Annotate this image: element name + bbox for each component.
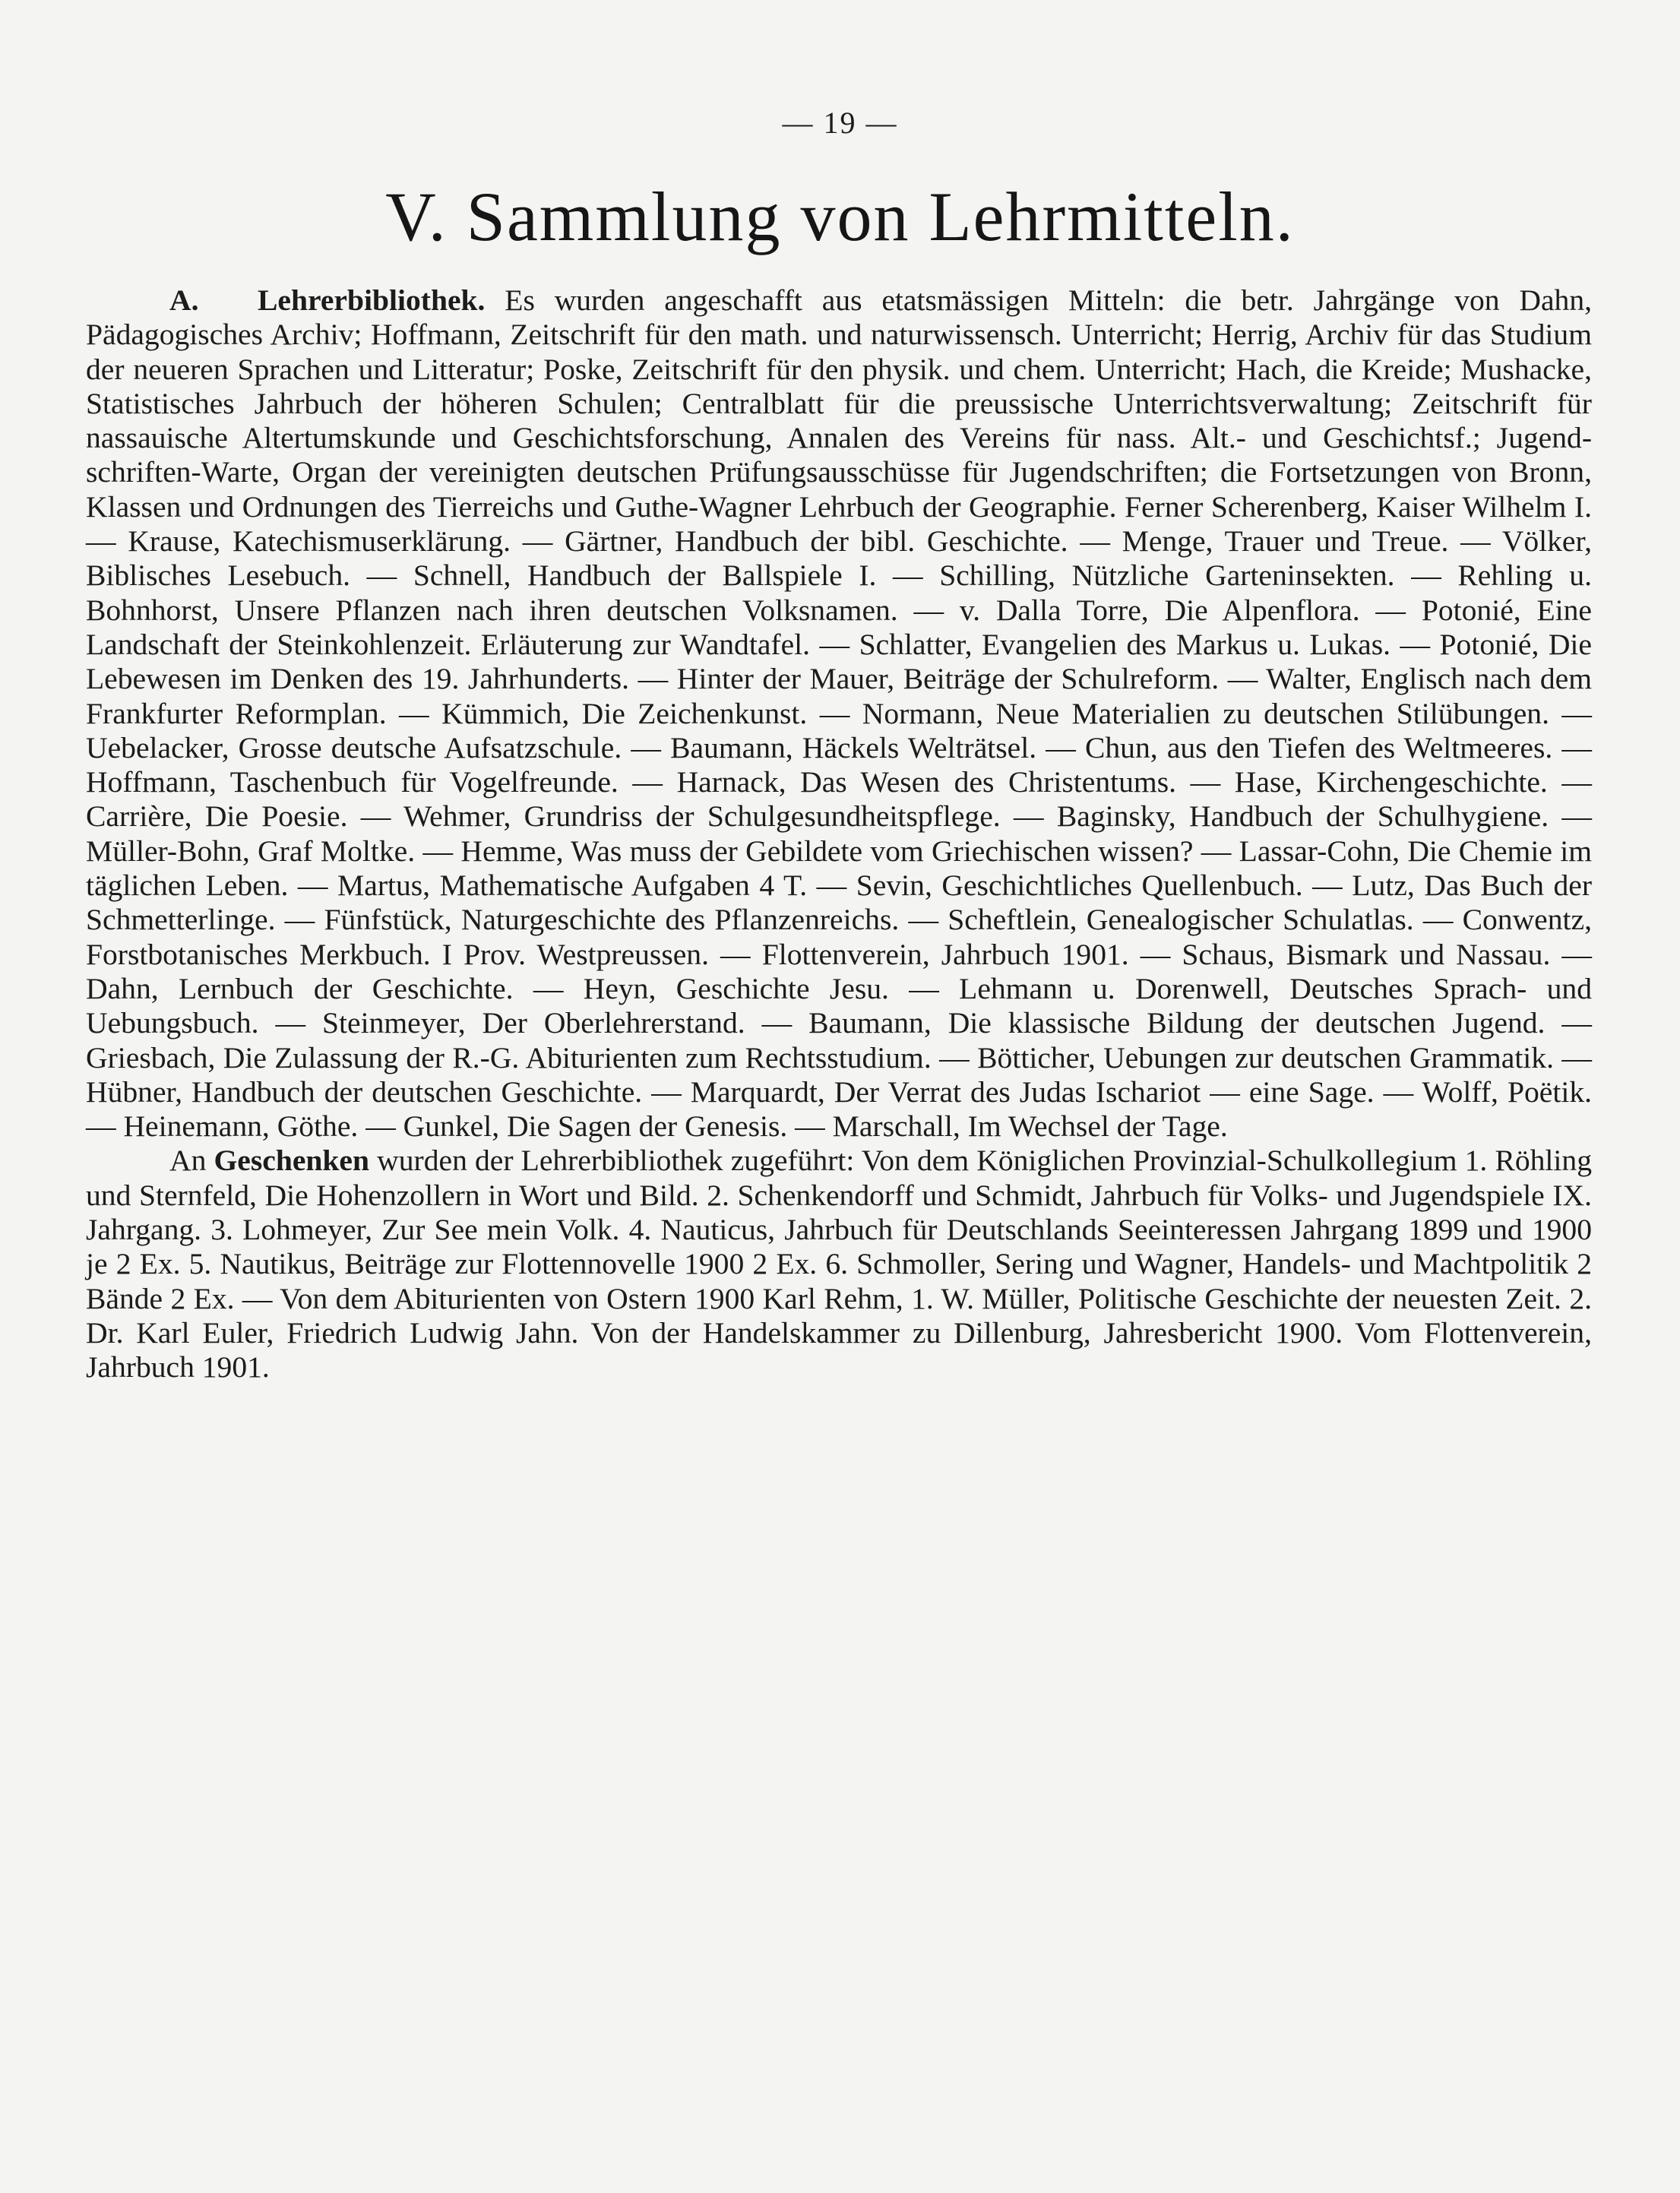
page-number: — 19 — xyxy=(782,106,898,140)
body-text xyxy=(86,283,1592,1385)
page-title: V. Sammlung von Lehrmitteln. xyxy=(385,178,1295,255)
section-text-lehrerbibliothek: Es wurden angeschafft aus etatsmässigen Mitteln: die betr. Jahrgänge von Dahn, Pädagogisches Archiv; Hoffmann, Zeitschrift für den math. und naturwissensch. Unterricht; Herrig, Archiv für das Studium der neueren Sprachen und Litteratur; Poske, Zeitschrift für den physik. und chem. Unterricht; Hach, die Kreide; Mushacke, Statistisches Jahrbuch der höheren Schulen; Centralblatt für die preussische Unterrichtsverwaltung; Zeitschrift für nassauische Altertumskunde und Geschichtsforschung, Annalen des Vereins für nass. Alt.- und Geschichtsf.; Jugendschriften-Warte, Organ der vereinigten deutschen Prüfungsausschüsse für Jugendschriften; die Fortsetzungen von Bronn, Klassen und Ordnungen des Tierreichs und Guthe-Wagner Lehrbuch der Geographie. Ferner Scherenberg, Kaiser Wilhelm I. — Krause, Katechismuserklärung. — Gärtner, Handbuch der bibl. Geschichte. — Menge, Trauer und Treue. — Völker, Biblisches Lesebuch. — Schnell, Handbuch der Ballspiele I. — Schilling, Nützliche Garteninsekten. — Rehling u. Bohnhorst, Unsere Pflanzen nach ihren deutschen Volksnamen. — v. Dalla Torre, Die Alpenflora. — Potonié, Eine Landschaft der Steinkohlenzeit. Erläuterung zur Wandtafel. — Schlatter, Evangelien des Markus u. Lukas. — Potonié, Die Lebewesen im Denken des 19. Jahrhunderts. — Hinter der Mauer, Beiträge der Schulreform. — Walter, Englisch nach dem Frankfurter Reformplan. — Kümmich, Die Zeichenkunst. — Normann, Neue Materialien zu deutschen Stilübungen. — Uebelacker, Grosse deutsche Aufsatzschule. — Baumann, Häckels Welträtsel. — Chun, aus den Tiefen des Weltmeeres. — Hoffmann, Taschenbuch für Vogelfreunde. — Harnack, Das Wesen des Christentums. — Hase, Kirchengeschichte. — Carrière, Die Poesie. — Wehmer, Grundriss der Schulgesundheitspflege. — Baginsky, Handbuch der Schulhygiene. — Müller-Bohn, Graf Moltke. — Hemme, Was muss der Gebildete vom Griechischen wissen? — Lassar-Cohn, Die Chemie im täglichen Leben. — Martus, Mathematische Aufgaben 4 T. — Sevin, Geschichtliches Quellenbuch. — Lutz, Das Buch der Schmetterlinge. — Fünfstück, Naturgeschichte des Pflanzenreichs. — Scheftlein, Genealogischer Schulatlas. — Conwentz, Forstbotanisches Merkbuch. I Prov. Westpreussen. — Flottenverein, Jahrbuch 1901. — Schaus, Bismark und Nassau. — Dahn, Lernbuch der Geschichte. — Heyn, Geschichte Jesu. — Lehmann u. Dorenwell, Deutsches Sprach- und Uebungsbuch. — Steinmeyer, Der Oberlehrerstand. — Baumann, Die klassische Bildung der deutschen Jugend. — Griesbach, Die Zulassung der R.-G. Abiturienten zum Rechtsstudium. — Bötticher, Uebungen zur deutschen Grammatik. — Hübner, Handbuch der deutschen Geschichte. — Marquardt, Der Verrat des Judas Ischariot — eine Sage. — Wolff, Poëtik. — Heinemann, Göthe. — Gunkel, Die Sagen der Genesis. — Marschall, Im Wechsel der Tage. xyxy=(86,283,1593,1144)
section-heading-geschenke: Geschenken xyxy=(214,1144,370,1178)
paragraph-lehrerbibliothek xyxy=(86,283,1592,1144)
gifts-intro: An xyxy=(169,1144,207,1178)
section-text-geschenke: wurden der Lehrerbibliothek zugeführt: Von dem Königlichen Provinzial-Schulkollegium 1. Röhling und Sternfeld, Die Hohenzollern in Wort und Bild. 2. Schenkendorff und Schmidt, Jahrbuch für Volks- und Jugendspiele IX. Jahrgang. 3. Lohmeyer, Zur See mein Volk. 4. Nauticus, Jahrbuch für Deutschlands Seeinteressen Jahrgang 1899 und 1900 je 2 Ex. 5. Nautikus, Beiträge zur Flottennovelle 1900 2 Ex. 6. Schmoller, Sering und Wagner, Handels- und Machtpolitik 2 Bände 2 Ex. — Von dem Abiturienten von Ostern 1900 Karl Rehm, 1. W. Müller, Politische Geschichte der neuesten Zeit. 2. Dr. Karl Euler, Friedrich Ludwig Jahn. Von der Handelskammer zu Dillenburg, Jahresbericht 1900. Vom Flottenverein, Jahrbuch 1901. xyxy=(86,1144,1593,1384)
section-heading-lehrerbibliothek: Lehrerbibliothek. xyxy=(258,283,486,317)
paragraph-geschenke xyxy=(86,1144,1592,1384)
section-label: A. xyxy=(169,283,199,317)
